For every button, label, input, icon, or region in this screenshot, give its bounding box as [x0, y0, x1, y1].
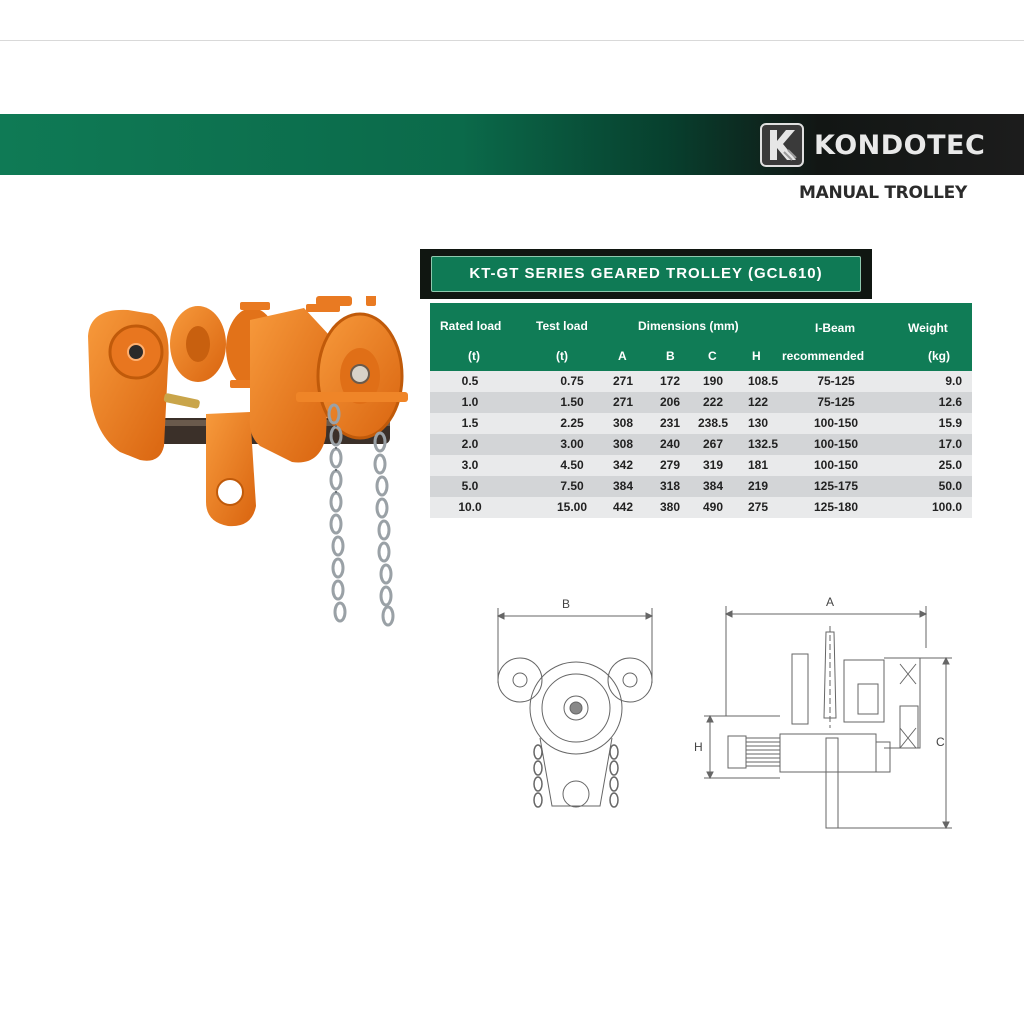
table-row: [430, 497, 972, 518]
cell-weight: 50.0: [938, 479, 962, 493]
cell-dim-a: 342: [612, 458, 634, 472]
cell-dim-h: 130: [748, 416, 769, 430]
header-rated-load: Rated load: [440, 319, 502, 333]
label-h: H: [694, 740, 703, 754]
header-ibeam-sub: recommended: [782, 349, 865, 363]
label-b: B: [562, 597, 571, 611]
cell-dim-c: 490: [702, 500, 724, 514]
table-row: [430, 434, 972, 455]
cell-test-load: 2.25: [560, 416, 584, 430]
cell-dim-c: 267: [702, 437, 724, 451]
cell-test-load: 0.75: [560, 374, 584, 388]
header-weight: Weight: [908, 321, 948, 335]
cell-ibeam: 75-125: [817, 395, 855, 409]
cell-rated-load: 3.0: [461, 458, 479, 472]
header-test-load-unit: (t): [556, 349, 568, 363]
brand-logo: [760, 122, 985, 168]
header-dim-a: A: [618, 349, 627, 363]
cell-dim-h: 132.5: [748, 437, 779, 451]
cell-dim-b: 172: [659, 374, 681, 388]
cell-test-load: 4.50: [560, 458, 584, 472]
cell-dim-c: 222: [702, 395, 724, 409]
header-dim-h: H: [752, 349, 761, 363]
cell-dim-b: 240: [659, 437, 681, 451]
cell-dim-a: 308: [612, 416, 634, 430]
cell-ibeam: 100-150: [813, 437, 859, 451]
cell-ibeam: 100-150: [813, 458, 859, 472]
cell-dim-c: 384: [702, 479, 724, 493]
table-row: [430, 476, 972, 497]
cell-weight: 12.6: [938, 395, 962, 409]
top-divider: [0, 40, 1024, 41]
cell-dim-b: 318: [659, 479, 681, 493]
spec-table: [430, 303, 972, 523]
cell-dim-a: 271: [612, 374, 634, 388]
cell-dim-a: 271: [612, 395, 634, 409]
cell-rated-load: 5.0: [461, 479, 479, 493]
cell-rated-load: 0.5: [461, 374, 479, 388]
cell-dim-a: 308: [612, 437, 634, 451]
cell-dim-b: 206: [659, 395, 681, 409]
cell-dim-a: 384: [612, 479, 634, 493]
series-title: KT-GT SERIES GEARED TROLLEY (GCL610): [431, 256, 861, 292]
trolley-photo: [80, 296, 412, 630]
cell-rated-load: 2.0: [461, 437, 479, 451]
cell-ibeam: 100-150: [813, 416, 859, 430]
dimension-drawing: [480, 588, 960, 838]
kondotec-logo-icon: [760, 122, 804, 168]
table-row: [430, 455, 972, 476]
brand-name: KONDOTEC: [814, 129, 986, 161]
header-test-load: Test load: [536, 319, 588, 333]
cell-test-load: 7.50: [560, 479, 584, 493]
table-row: [430, 392, 972, 413]
label-c: C: [936, 735, 945, 749]
cell-ibeam: 125-180: [813, 500, 859, 514]
table-row: [430, 371, 972, 392]
cell-rated-load: 1.0: [461, 395, 479, 409]
page-subtitle: MANUAL TROLLEY: [798, 183, 967, 203]
cell-dim-h: 275: [748, 500, 769, 514]
cell-dim-a: 442: [612, 500, 634, 514]
cell-dim-h: 219: [748, 479, 769, 493]
cell-weight: 25.0: [938, 458, 962, 472]
cell-rated-load: 1.5: [461, 416, 479, 430]
cell-test-load: 3.00: [560, 437, 584, 451]
cell-ibeam: 75-125: [817, 374, 855, 388]
label-a: A: [826, 595, 835, 609]
cell-ibeam: 125-175: [813, 479, 859, 493]
cell-dim-h: 181: [748, 458, 769, 472]
header-dim-c: C: [708, 349, 717, 363]
table-row: [430, 413, 972, 434]
header-dim-b: B: [666, 349, 675, 363]
cell-test-load: 15.00: [556, 500, 588, 514]
cell-weight: 100.0: [931, 500, 962, 514]
cell-rated-load: 10.0: [458, 500, 482, 514]
cell-test-load: 1.50: [560, 395, 584, 409]
spec-table-body: [430, 371, 972, 518]
header-weight-unit: (kg): [928, 349, 950, 363]
cell-dim-b: 279: [659, 458, 681, 472]
cell-dim-c: 319: [702, 458, 724, 472]
cell-dim-h: 108.5: [748, 374, 779, 388]
cell-dim-b: 231: [659, 416, 681, 430]
cell-weight: 15.9: [938, 416, 962, 430]
cell-dim-c: 238.5: [697, 416, 729, 430]
cell-weight: 17.0: [938, 437, 962, 451]
cell-dim-h: 122: [748, 395, 769, 409]
header-dimensions: Dimensions (mm): [638, 319, 739, 333]
header-rated-load-unit: (t): [468, 349, 480, 363]
header-ibeam: I-Beam: [815, 321, 856, 335]
series-title-box: [420, 249, 872, 299]
spec-table-header: [430, 303, 972, 371]
cell-weight: 9.0: [945, 374, 962, 388]
cell-dim-c: 190: [702, 374, 724, 388]
cell-dim-b: 380: [659, 500, 681, 514]
